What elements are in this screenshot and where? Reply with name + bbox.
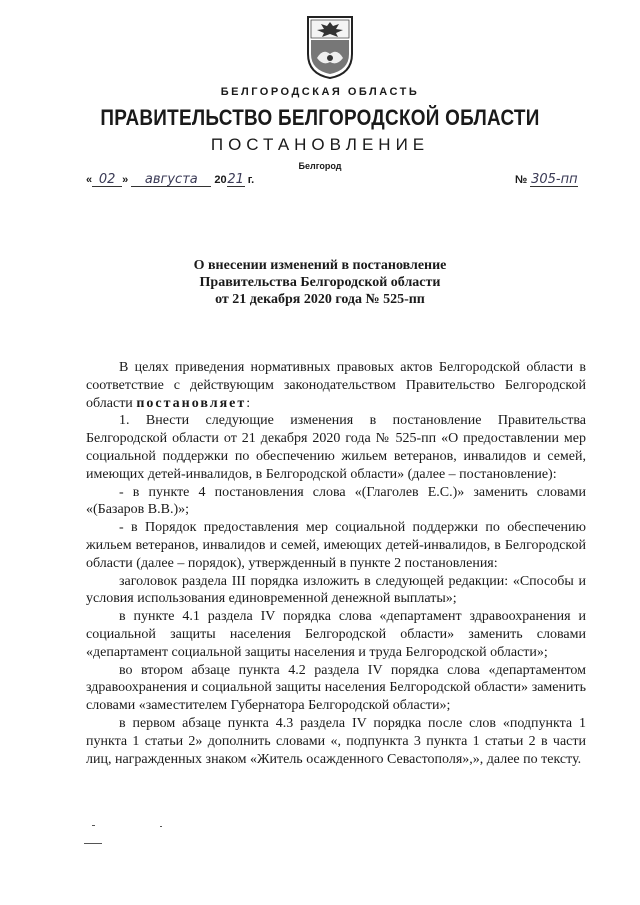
number-value: 305-пп (531, 172, 578, 187)
region-name: БЕЛГОРОДСКАЯ ОБЛАСТЬ (220, 86, 420, 98)
date-open-quote: « (86, 174, 93, 186)
document-number (515, 173, 578, 187)
body-paragraph: заголовок раздела III порядка изложить в следующей редакции: «Способы и условия использования единовременной денежной выплаты»; (86, 573, 586, 607)
date-month: августа (131, 173, 211, 187)
document-title (0, 257, 640, 308)
government-name: ПРАВИТЕЛЬСТВО БЕЛГОРОДСКОЙ ОБЛАСТИ (100, 105, 540, 130)
body-paragraph: в пункте 4.1 раздела IV порядка слова «департамент здравоохранения и социальной защиты населения Белгородской области» заменить словами «департамент социальной защиты населения и труда Белгородской области»; (86, 609, 586, 660)
coat-of-arms-icon (305, 14, 355, 80)
resolves-word: постановляет (136, 395, 247, 411)
preamble-paragraph (86, 359, 586, 412)
title-line: Правительства Белгородской области (199, 275, 441, 290)
scan-speck (92, 825, 95, 826)
preamble-text: В целях приведения нормативных правовых актов Белгородской области в соответствие с действующим законодательством Правительство Белгородской области (86, 360, 586, 411)
date-day: 02 (92, 173, 122, 187)
scan-speck (84, 843, 102, 844)
body-paragraph: во втором абзаце пункта 4.2 раздела IV порядка слова «департаментом здравоохранения и социальной защиты населения Белгородской области» заменить словами «заместителем Губернатора Белгородской области»; (86, 662, 586, 714)
document-body (86, 359, 586, 768)
preamble-colon: : (246, 395, 251, 411)
document-type: ПОСТАНОВЛЕНИЕ (210, 135, 430, 154)
date-close-quote: » (122, 174, 129, 186)
body-paragraph: - в пункте 4 постановления слова «(Глаголев Е.С.)» заменить словами «(Базаров В.В.)»; (86, 484, 586, 518)
body-paragraph: в первом абзаце пункта 4.3 раздела IV порядка после слов «подпункта 1 пункта 1 статьи 2» дополнить словами «, подпункта 3 пункта 1 статьи 2 в части лиц, награжденных знаком «Житель осажденного Севастополя»,», далее по тексту. (86, 715, 586, 767)
title-line: О внесении изменений в постановление (193, 258, 447, 273)
body-paragraph: 1. Внести следующие изменения в постановление Правительства Белгородской области от 21 декабря 2020 года № 525-пп «О предоставлении мер социальной поддержки по обеспечению жильем ветеранов, инвалидов и семей, имеющих детей-инвалидов, в Белгородской области» (далее – постановление): (86, 413, 586, 482)
date-year-prefix: 20 (214, 174, 227, 186)
document-date (86, 173, 254, 187)
scan-speck (160, 826, 162, 827)
city-name: Белгород (298, 161, 342, 171)
date-year-suffix: 21 (227, 172, 244, 187)
date-year-unit: г. (247, 174, 255, 186)
number-label: № (515, 174, 528, 186)
title-line: от 21 декабря 2020 года № 525-пп (215, 292, 425, 307)
body-paragraph: - в Порядок предоставления мер социальной поддержки по обеспечению жильем ветеранов, инвалидов и семей, имеющих детей-инвалидов, в Белгородской области (далее – порядок), утвержденный в пункте 2 постановления: (86, 520, 586, 571)
